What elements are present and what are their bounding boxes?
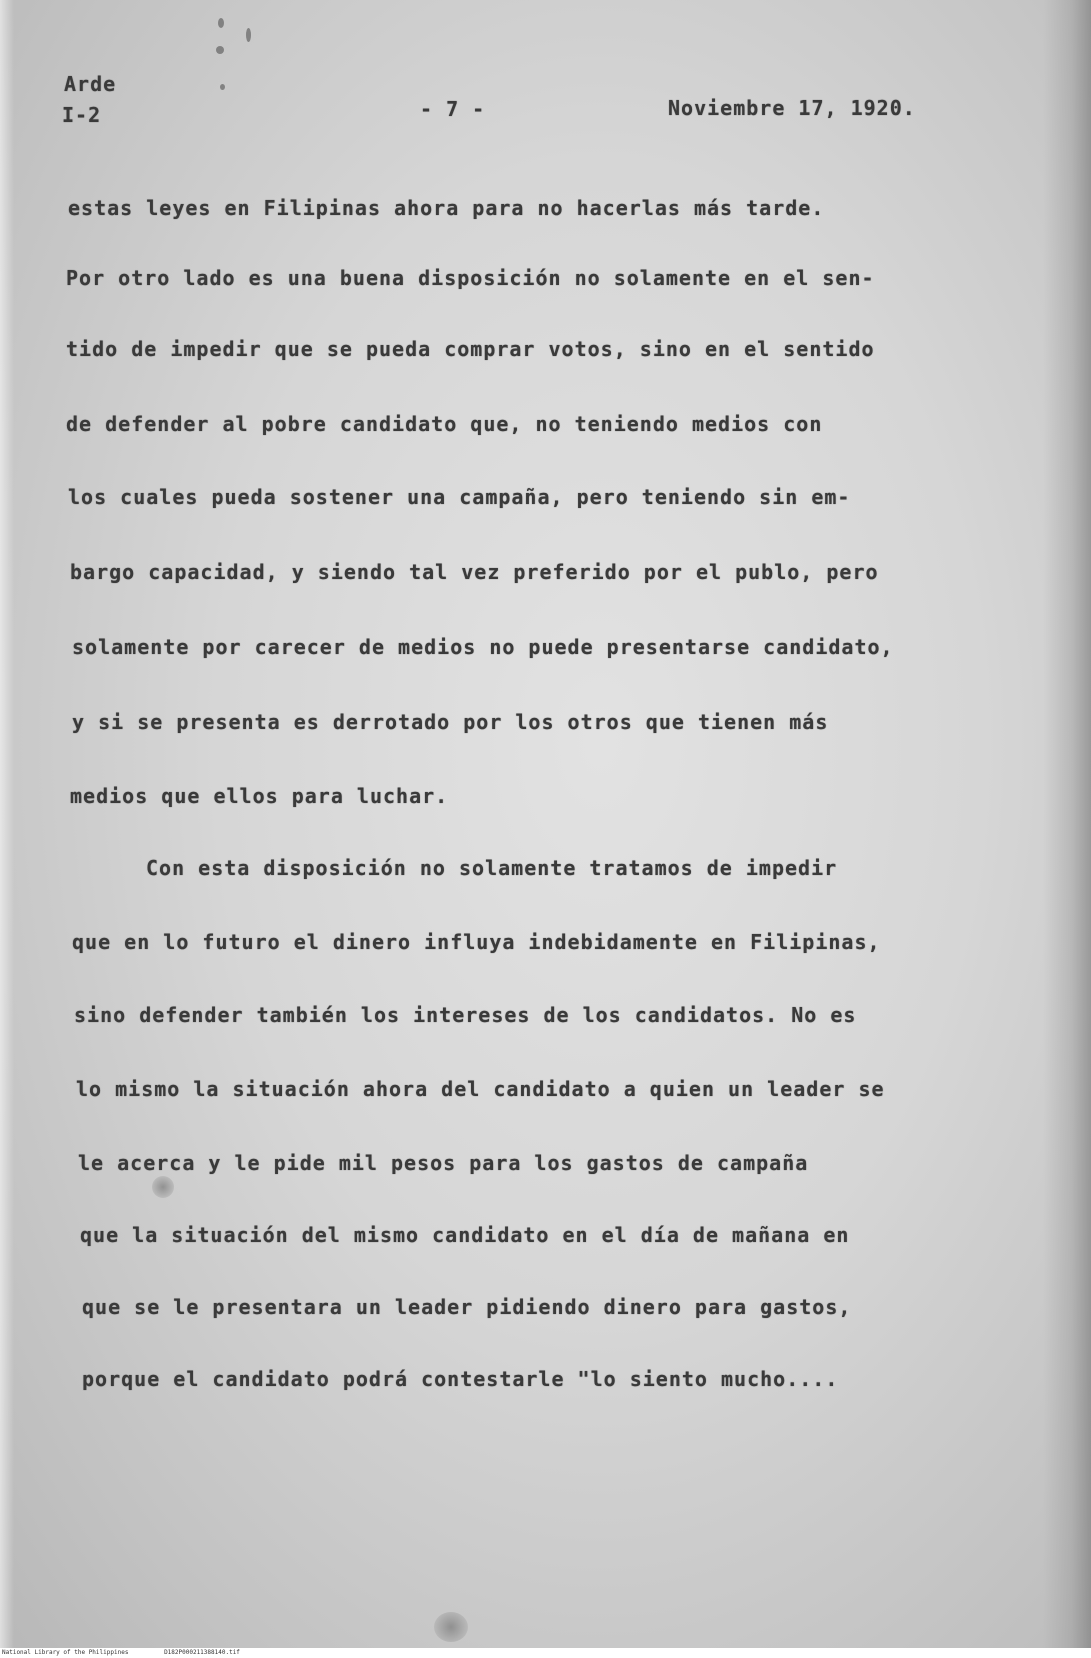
ink-speck [220, 84, 225, 90]
ink-speck [216, 46, 224, 54]
body-line: medios que ellos para luchar. [70, 784, 449, 808]
footer-file-id: D182P000211388140.tif [164, 1649, 240, 1656]
body-line: sino defender también los intereses de los candidatos. No es [74, 1003, 857, 1027]
body-line: Con esta disposición no solamente tratamos de impedir [146, 856, 838, 880]
page-number: - 7 - [420, 97, 486, 121]
body-line: porque el candidato podrá contestarle "lo siento mucho.... [82, 1367, 839, 1391]
document-date: Noviembre 17, 1920. [668, 96, 916, 120]
body-line: bargo capacidad, y siendo tal vez preferido por el publo, pero [70, 560, 879, 584]
body-line: le acerca y le pide mil pesos para los gastos de campaña [78, 1151, 809, 1175]
body-line: tido de impedir que se pueda comprar votos, sino en el sentido [66, 337, 875, 361]
ink-speck [246, 28, 251, 42]
body-line: solamente por carecer de medios no puede presentarse candidato, [72, 635, 894, 659]
footer-library: National Library of the Philippines [2, 1649, 129, 1656]
body-line: y si se presenta es derrotado por los otros que tienen más [72, 710, 829, 734]
scan-footer [0, 1648, 1091, 1658]
stain-mark [434, 1612, 468, 1642]
body-line: que en lo futuro el dinero influya indebidamente en Filipinas, [72, 930, 881, 954]
header-initials: Arde [64, 72, 117, 96]
body-line: de defender al pobre candidato que, no teniendo medios con [66, 412, 823, 436]
page-left-edge [0, 0, 14, 1648]
body-line: Por otro lado es una buena disposición no solamente en el sen- [66, 266, 875, 290]
ink-speck [218, 18, 224, 28]
header-code: I-2 [62, 103, 102, 127]
body-line: los cuales pueda sostener una campaña, pero teniendo sin em- [68, 485, 851, 509]
body-line: que la situación del mismo candidato en el día de mañana en [80, 1223, 850, 1247]
body-line: estas leyes en Filipinas ahora para no hacerlas más tarde. [68, 196, 825, 220]
page-right-shadow [1043, 0, 1091, 1648]
body-line: que se le presentara un leader pidiendo dinero para gastos, [82, 1295, 852, 1319]
body-line: lo mismo la situación ahora del candidato a quien un leader se [76, 1077, 885, 1101]
stain-mark [152, 1176, 174, 1198]
